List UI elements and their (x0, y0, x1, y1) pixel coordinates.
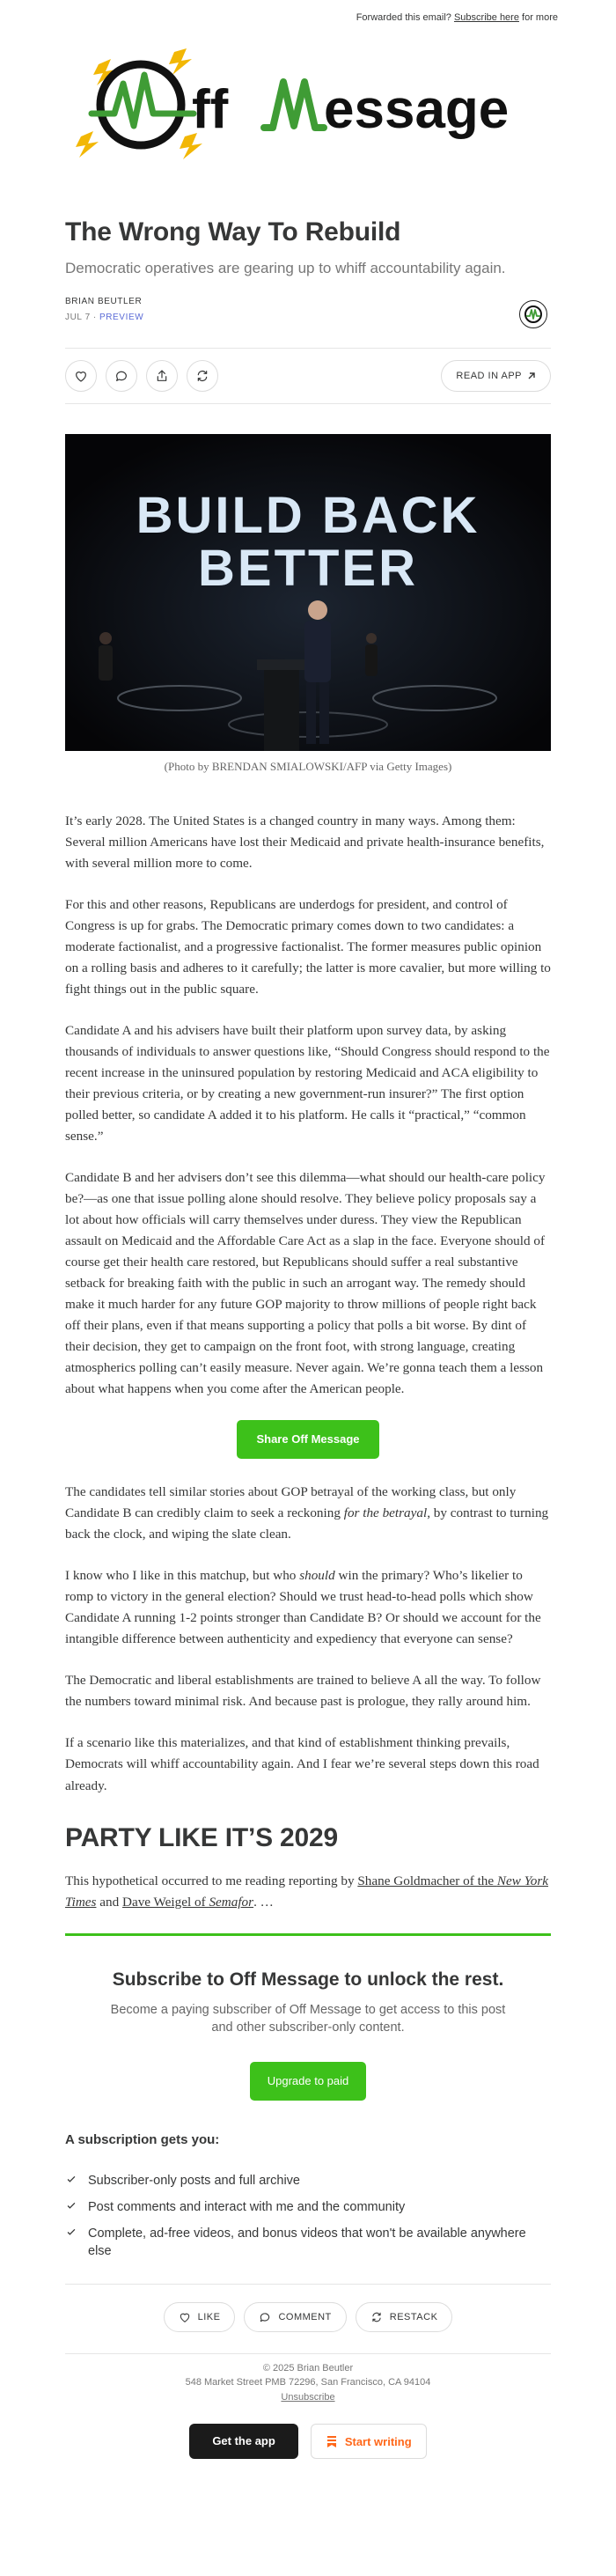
restack-icon (195, 369, 209, 383)
copyright: © 2025 Brian Beutler (262, 2362, 354, 2374)
paragraph (65, 1871, 551, 1913)
list-item (65, 2172, 551, 2190)
paragraph (65, 1565, 551, 1650)
subscribe-here-link[interactable]: Subscribe here (453, 12, 519, 23)
comment-icon (259, 2311, 271, 2323)
author-avatar[interactable] (519, 300, 547, 328)
post-meta (65, 313, 143, 322)
paragraph: Candidate B and her advisers don’t see this dilemma—what should our health-care policy be?—as one that issue polling alone should resolve. They believe policy proposals say a lot about how officials will carry themselves under duress. They view the Republican assault on Medicaid and the Affordable Care Act as a slap in the face. Everyone should of course get their health care restored, but Republicans should suffer a real substantive setback for breaking faith with the public in such an arrogant way. The remedy should make it much harder for any future GOP majority to throw millions of people right back off their plans, even if that means supporting a policy that polls a bit worse. By dint of their decision, they get to campaign on the front foot, with strong language, creating atmospherics polling can’t easily measure. Never again. We’re gonna teach them a lesson about what happens when you come after the American people. (65, 1170, 546, 1397)
paywall (65, 1933, 551, 2101)
paragraph: For this and other reasons, Republicans are underdogs for president, and control of Congress is up for grabs. The Democratic primary comes down to two candidates: a moderate factionalist, and a progressive factionalist. The former measures public opinion on a rolling basis and adheres to it carefully; the latter is more cavalier, but more willing to fight things out in the public square. (65, 896, 551, 997)
article-body (65, 811, 551, 1913)
heart-icon (74, 369, 88, 383)
byline-row (65, 297, 551, 328)
meta-separator: ∙ (93, 312, 97, 322)
like-button[interactable] (65, 360, 97, 392)
avatar-logo-icon (524, 305, 543, 324)
read-in-app-button[interactable] (441, 360, 551, 392)
paywall-subtitle: Become a paying subscriber of Off Message to get access to this post and other subscriber-only content. (110, 2002, 506, 2035)
comment-label: COMMENT (278, 2311, 332, 2322)
share-off-message-button[interactable]: Share Off Message (237, 1420, 378, 1459)
list-item (65, 2225, 551, 2261)
post-subtitle: Democratic operatives are gearing up to whiff accountability again. (65, 260, 506, 276)
subscription-benefits-list (65, 2172, 551, 2261)
text: This hypothetical occurred to me reading reporting by (65, 1873, 358, 1888)
footer-comment-button[interactable] (244, 2302, 346, 2332)
app-promo-row (65, 2424, 551, 2459)
read-in-app-label: READ IN APP (456, 370, 522, 381)
arrow-up-right-icon (527, 372, 536, 380)
text: win the primary? Who’s likelier to romp to victory in the general election? Should we trust head-to-head polls which show Candidate A running 1-2 points stronger than Candidate B? Or should we account for the intangible difference between authenticity and expediency that everyone can sense? (65, 1568, 541, 1647)
paragraph: If a scenario like this materializes, and that kind of establishment thinking prevails, Democrats will whiff accountability again. And I fear we’re several steps down this road already. (65, 1735, 539, 1793)
mailing-address: 548 Market Street PMB 72296, San Francisco, CA 94104 (185, 2377, 431, 2388)
author-name[interactable]: BRIAN BEUTLER (65, 296, 143, 306)
footer-info (65, 2353, 551, 2405)
benefit-text: Complete, ad-free videos, and bonus videos that won't be available anywhere else (88, 2226, 526, 2259)
paragraph: Candidate A and his advisers have built their platform upon survey data, by asking thousands of individuals to answer questions like, “Should Congress should respond to the recent increase in the uninsured population by restoring Medicaid and ACA eligibility to their previous criteria, or by creating a new government-run insurer?” The first option polled better, so candidate A added it to his platform. He calls it “practical,” “common sense.” (65, 1023, 550, 1144)
forwarded-notice (0, 0, 616, 28)
forwarded-suffix: for more (522, 12, 558, 23)
check-icon (65, 2172, 77, 2184)
comment-icon (114, 369, 128, 383)
nyt-link[interactable]: Shane Goldmacher of the New York Times (65, 1873, 549, 1910)
check-icon (65, 2198, 77, 2211)
start-writing-button[interactable] (311, 2424, 427, 2459)
post-action-icons (65, 360, 218, 392)
restack-button[interactable] (187, 360, 218, 392)
comment-button[interactable] (106, 360, 137, 392)
list-item (65, 2198, 551, 2216)
post-actions-bar (65, 348, 551, 404)
paragraph: The Democratic and liberal establishments are trained to believe A all the way. To follow the numbers toward minimal risk. And because past is prologue, they rally around him. (65, 1673, 541, 1710)
share-button[interactable] (146, 360, 178, 392)
stage-photo (65, 434, 551, 751)
banner-line-1: BUILD BACK (136, 486, 480, 544)
off-message-logo-icon (62, 33, 554, 182)
text: I know who I like in this matchup, but who (65, 1568, 300, 1584)
benefit-text: Subscriber-only posts and full archive (88, 2173, 300, 2188)
footer-actions (65, 2284, 551, 2332)
paragraph (65, 1482, 551, 1545)
get-the-app-button[interactable]: Get the app (189, 2424, 298, 2459)
share-cta (65, 1420, 551, 1459)
subscription-benefits-title: A subscription gets you: (65, 2131, 220, 2147)
emphasis: for the betrayal (343, 1505, 428, 1521)
substack-logo-icon (326, 2435, 338, 2447)
svg-text:essage: essage (324, 79, 510, 140)
footer-restack-button[interactable] (356, 2302, 453, 2332)
image-caption: (Photo by BRENDAN SMIALOWSKI/AFP via Getty Images) (164, 759, 452, 773)
post-date: JUL 7 (65, 312, 91, 322)
heart-icon (179, 2311, 191, 2323)
preview-label: PREVIEW (99, 312, 144, 322)
byline (65, 297, 143, 322)
post-title[interactable]: The Wrong Way To Rebuild (65, 217, 401, 247)
unsubscribe-link[interactable]: Unsubscribe (281, 2391, 335, 2403)
post-header (65, 187, 551, 328)
forwarded-text: Forwarded this email? (356, 12, 451, 23)
svg-text:ff: ff (192, 79, 229, 140)
semafor-link[interactable]: Dave Weigel of Semafor (121, 1894, 254, 1910)
hero-image[interactable] (65, 434, 551, 751)
paragraph: It’s early 2028. The United States is a changed country in many ways. Among them: Several million Americans have lost their Medicaid and private health-insurance benefits, with several million more to come. (65, 813, 545, 871)
section-heading: PARTY LIKE IT’S 2029 (65, 1822, 338, 1852)
restack-icon (370, 2311, 383, 2323)
restack-label: RESTACK (389, 2311, 438, 2322)
share-icon (155, 369, 169, 383)
text: . … (253, 1894, 274, 1910)
text: , by contrast to turning back the clock, and wiping the slate clean. (65, 1505, 549, 1542)
text: The candidates tell similar stories about GOP betrayal of the working class, but only Candidate B can credibly claim to seek a reckoning (65, 1484, 517, 1521)
banner-line-2: BETTER (198, 539, 418, 597)
emphasis: should (299, 1568, 335, 1584)
paywall-title: Subscribe to Off Message to unlock the rest. (112, 1969, 504, 1990)
start-writing-label: Start writing (344, 2434, 412, 2448)
upgrade-to-paid-button[interactable]: Upgrade to paid (250, 2062, 367, 2101)
text: and (96, 1894, 122, 1910)
check-icon (65, 2225, 77, 2237)
footer-like-button[interactable] (164, 2302, 236, 2332)
publication-logo[interactable] (0, 28, 616, 187)
benefit-text: Post comments and interact with me and the community (88, 2199, 406, 2214)
like-label: LIKE (197, 2311, 221, 2322)
